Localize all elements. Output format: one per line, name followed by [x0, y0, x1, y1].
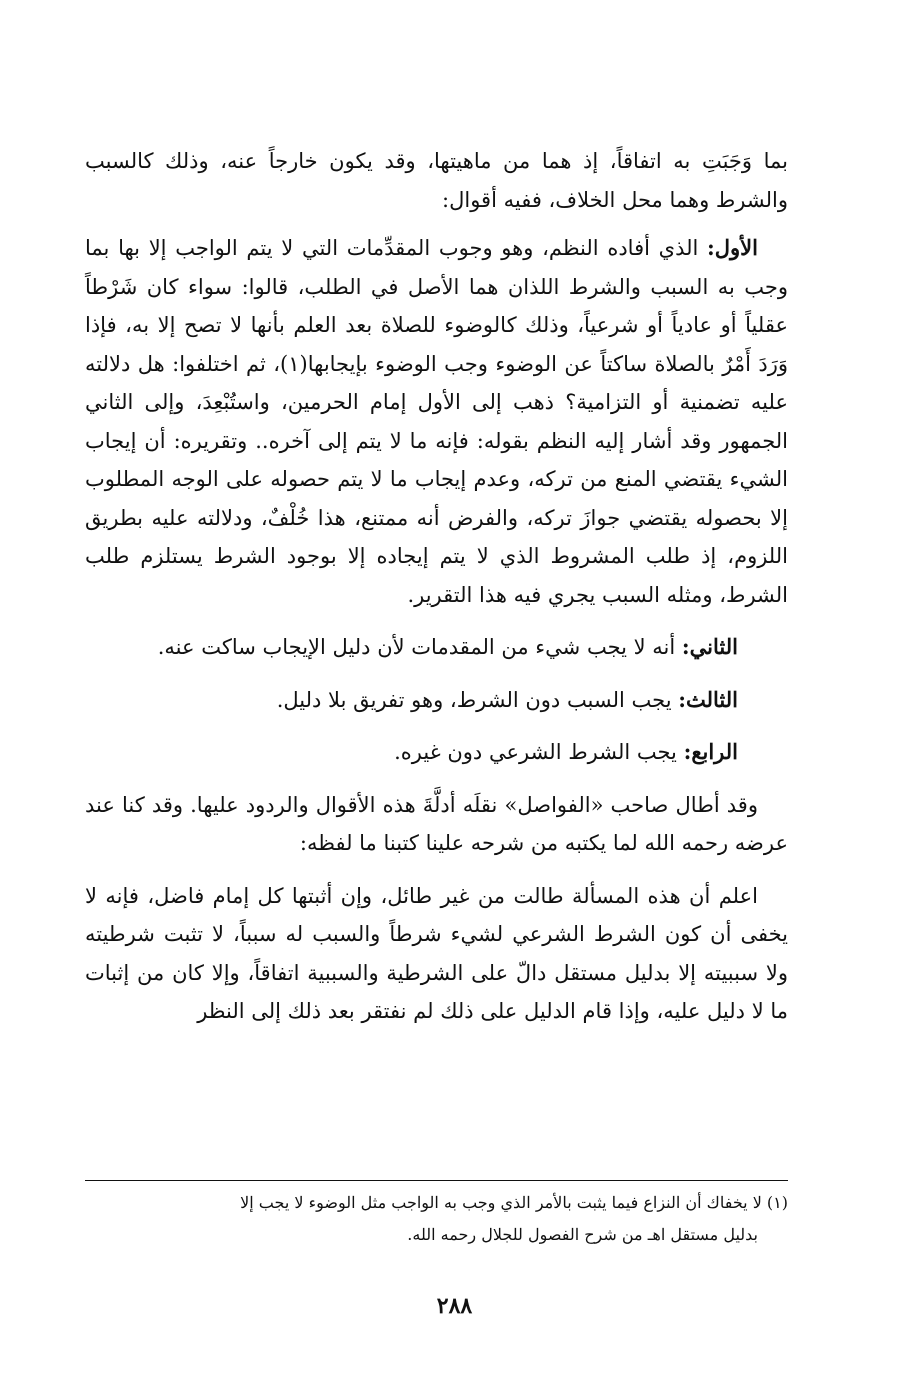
paragraph-first-opinion	[85, 229, 788, 614]
paragraph-fourth-opinion	[85, 733, 788, 772]
paragraph-quote: اعلم أن هذه المسألة طالت من غير طائل، وإن أثبتها كل إمام فاضل، فإنه لا يخفى أن كون الشرط الشرعي لشيء شرطاً والسبب له سبباً، لا تثبت شرطيته ولا سببيته إلا بدليل مستقل دالّ على الشرطية والسببية اتفاقاً، وإلا كان من إثبات ما لا دليل عليه، وإذا قام الدليل على ذلك لم نفتقر بعد ذلك إلى النظر	[85, 883, 788, 1023]
heading-first: الأول:	[707, 235, 758, 260]
paragraph-first-text: الذي أفاده النظم، وهو وجوب المقدِّمات التي لا يتم الواجب إلا بها بما وجب به السبب والشرط اللذان هما الأصل في الطلب، قالوا: سواء كان شَرْطاً عقلياً أو عادياً أو شرعياً، وذلك كالوضوء للصلاة بعد العلم بأنها لا تصح إلا به، فإذا وَرَدَ أَمْرٌ بالصلاة ساكتاً عن الوضوء وجب الوضوء بإيجابها(١)، ثم اختلفوا: هل دلالته عليه تضمنية أو التزامية؟ ذهب إلى الأول إمام الحرمين، واستُبْعِدَ، وإلى الثاني الجمهور وقد أشار إليه النظم بقوله: فإنه ما لا يتم إلى آخره.. وتقريره: أن إيجاب الشيء يقتضي المنع من تركه، وعدم إيجاب ما لا يتم حصوله على الوجه المطلوب إلا بحصوله يقتضي جوازَ تركه، والفرض أنه ممتنع، هذا خُلْفٌ، ودلالته عليه بطريق اللزوم، إذ طلب المشروط الذي لا يتم إيجاده إلا بوجود الشرط يستلزم طلب الشرط، ومثله السبب يجري فيه هذا التقرير.	[85, 236, 789, 607]
footnote-divider	[85, 1180, 788, 1181]
page-body	[85, 142, 788, 1045]
heading-fourth: الرابع:	[683, 739, 738, 764]
footnote	[85, 1187, 788, 1251]
paragraph-second-text: أنه لا يجب شيء من المقدمات لأن دليل الإيجاب ساكت عنه.	[157, 635, 682, 659]
paragraph-third-text: يجب السبب دون الشرط، وهو تفريق بلا دليل.	[276, 687, 679, 712]
paragraph-fawasil: وقد أطال صاحب «الفواصل» نقلَه أدلَّةَ هذه الأقوال والردود عليها. وقد كنا عند عرضه رحمه الله لما يكتبه من شرحه علينا كتبنا ما لفظه:	[85, 792, 788, 855]
heading-third: الثالث:	[678, 686, 738, 712]
paragraph-intro: بما وَجَبَتِ به اتفاقاً، إذ هما من ماهيتها، وقد يكون خارجاً عنه، وذلك كالسبب والشرط وهما محل الخلاف، ففيه أقوال:	[85, 149, 788, 212]
paragraph-second-opinion	[85, 628, 788, 667]
footnote-line-2: بدليل مستقل اهـ من شرح الفصول للجلال رحمه الله.	[407, 1225, 758, 1244]
paragraph-third-opinion	[85, 681, 788, 720]
heading-second: الثاني:	[681, 634, 738, 659]
paragraph-fourth-text: يجب الشرط الشرعي دون غيره.	[394, 740, 684, 764]
footnote-line-1: (١) لا يخفاك أن النزاع فيما يثبت بالأمر الذي وجب به الواجب مثل الوضوء لا يجب إلا	[240, 1193, 788, 1212]
page-number: ٢٨٨	[436, 1293, 473, 1319]
